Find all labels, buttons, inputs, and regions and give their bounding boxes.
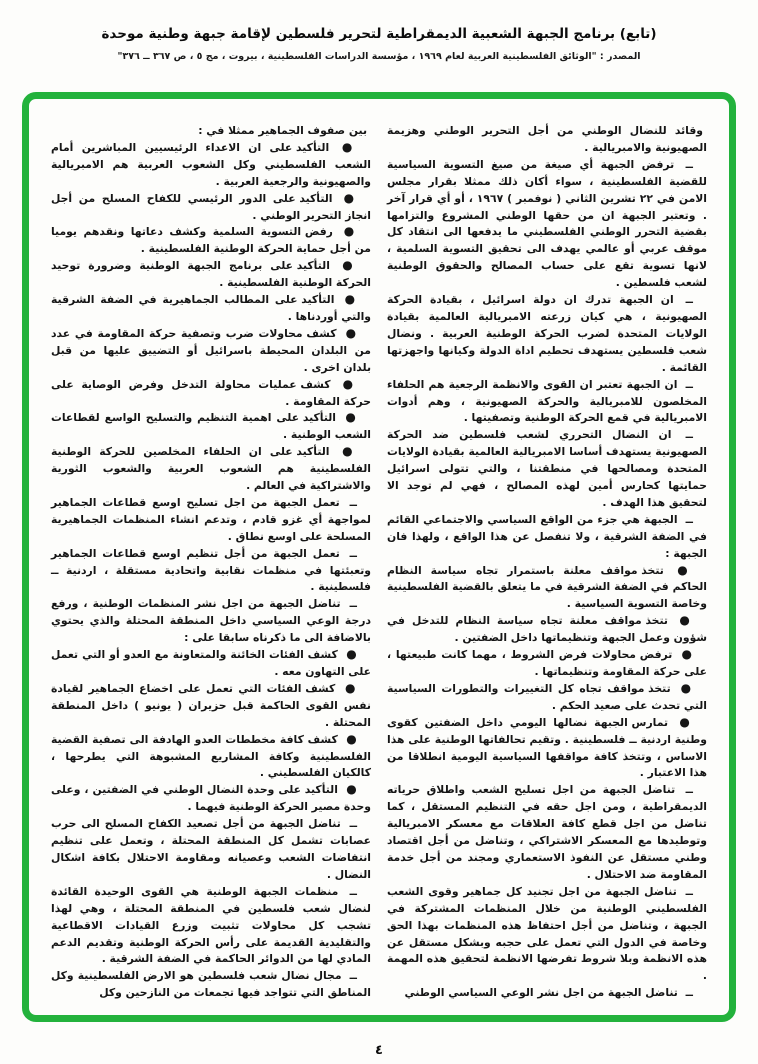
- paragraph-text: تعمل الجبهة من اجل تسليح اوسع قطاعات الجماهير لمواجهة أي غزو قادم ، وتدعم انشاء المنظمات الجماهيرية المسلحة على اوسع نطاق .: [51, 495, 371, 543]
- paragraph-text: تتخذ مواقف معلنة تجاه سياسة النظام للتدخل في شؤون وعمل الجبهة وتنظيماتها داخل الضفتين .: [387, 614, 707, 645]
- bullet-icon: ●: [336, 190, 357, 205]
- paragraph-text: التأكيد على ان الحلفاء المخلصين للحركة الوطنية الفلسطينية هم الشعوب العربية والشعوب الثورية والاشتراكية في العالم .: [51, 445, 371, 493]
- source-citation: المصدر : "الوثائق الفلسطينية العربية لعام ١٩٦٩ ، مؤسسة الدراسات الفلسطينية ، بيروت ، مج ٥ ، ص ٣٦٧ ــ ٣٧٦": [117, 51, 641, 62]
- bullet-icon: ●: [339, 680, 357, 695]
- paragraph-text: ان النضال التحرري لشعب فلسطين ضد الحركة الصهيونية يستهدف أساسا الامبريالية العالمية بقيادة الولايات المتحدة ومصالحها في منطقتنا ، والتي تتولى اسرائيل حمايتها كحارس أمين لهذه المصالح ، فهي لم توجد الا لتحقيق هذا الهدف .: [387, 428, 707, 509]
- paragraph-text: تتخذ مواقف تجاه كل التغييرات والتطورات السياسية التي تحدث على صعيد الحكم .: [387, 681, 707, 712]
- paragraph: [387, 123, 707, 157]
- paragraph: [51, 123, 371, 140]
- dash-icon: ــ: [343, 546, 358, 560]
- bullet-icon: ●: [333, 139, 357, 154]
- paragraph: [387, 715, 707, 783]
- paragraph-text: رفض التسوية السلمية وكشف دعاتها ونقدهم يوميا من أجل حماية الحركة الوطنية الفلسطينية .: [51, 225, 371, 256]
- paragraph-text: التأكيد على ان الاعداء الرئيسيين المباشرين أمام الشعب الفلسطيني وكل الشعوب العربية هم الامبريالية والصهيونية والرجعية العربية .: [51, 140, 371, 188]
- paragraph: [51, 782, 371, 816]
- page-number: ٤: [375, 1043, 383, 1058]
- paragraph: [387, 884, 707, 985]
- paragraph: [387, 427, 707, 512]
- paragraph-text: كشف محاولات ضرب وتصفية حركة المقاومة في عدد من البلدان المحيطة باسرائيل أو التضييق عليها من قبل بلدان اخرى .: [51, 326, 371, 374]
- paragraph: [387, 681, 707, 715]
- bullet-icon: ●: [341, 731, 357, 746]
- bullet-icon: ●: [339, 410, 357, 425]
- paragraph: [387, 157, 707, 292]
- dash-icon: ــ: [680, 884, 694, 898]
- paragraph-text: التأكيد على برنامج الجبهة الوطنية وضرورة توحيد الحركة الوطنية الفلسطينية .: [51, 259, 371, 290]
- paragraph-text: تتخذ مواقف معلنة باستمرار تجاه سياسة النظام الحاكم في الضفة الشرقية في ما يتعلق بالقضية الفلسطينية وخاصة التسوية السياسية .: [387, 563, 707, 611]
- bullet-icon: ●: [333, 444, 357, 459]
- paragraph-text: كشف الفئات الخائنة والمتعاونة مع العدو أو التي تعمل على التهاون معه .: [51, 648, 371, 678]
- paragraph-text: ترفض محاولات فرض الشروط ، مهما كانت طبيعتها ، على حركة المقاومة وتنظيماتها .: [387, 648, 707, 678]
- paragraph-text: التأكيد على المطالب الجماهيرية في الضفة الشرقية والتي أوردناها .: [51, 293, 371, 323]
- paragraph-text: تناضل الجبهة من اجل تسليح الشعب واطلاق حرياته الديمقراطية ، ومن اجل حقه في التنظيم المستقل ، كما تناضل من اجل قطع كافة العلاقات مع معسكر الامبريالية وتوطيدها مع المعسكر الاشتراكي ، وتناضل من أجل اقتصاد وطني مستقل عن النفوذ الاستعماري ومجند من أجل خدمة المقاومة ضد الاحتلال .: [387, 783, 707, 881]
- paragraph-text: تعمل الجبهة من أجل تنظيم اوسع قطاعات الجماهير وتعبئتها في منظمات نقابية واتحادية مستقلة ، اردنية ــ فلسطينية .: [51, 546, 371, 594]
- paragraph: [387, 563, 707, 614]
- paragraph-text: ان الجبهة تعتبر ان القوى والانظمة الرجعية هم الحلفاء المخلصون للامبريالية والحركة الصهيونية ، وهم أدوات الامبريالية في قمع الحركة الوطنية وتصفيتها .: [387, 377, 707, 425]
- bullet-icon: ●: [333, 258, 357, 273]
- paragraph: [387, 292, 707, 377]
- paragraph: [51, 546, 371, 597]
- dash-icon: ــ: [681, 512, 693, 526]
- paragraph: [51, 292, 371, 326]
- paragraph-text: الجبهة هي جزء من الواقع السياسي والاجتماعي القائم في الضفة الشرقية ، ولا تنفصل عن هذا الواقع ، ولهذا فان الجبهة :: [387, 512, 707, 560]
- dash-icon: ــ: [681, 377, 694, 391]
- paragraph: [51, 140, 371, 191]
- dash-icon: ــ: [675, 428, 694, 442]
- paragraph-text: كشف الفئات التي تعمل على اخضاع الجماهير لقيادة نفس القوى الحاكمة قبل حزيران ( يونيو ) داخل المنطقة المحتلة .: [51, 681, 371, 729]
- paragraph: [387, 377, 707, 428]
- paragraph-text: مجال نضال شعب فلسطين هو الارض الفلسطينية وكل المناطق التي تتواجد فيها تجمعات من النازحين وكل: [51, 969, 371, 1000]
- paragraph-text: ترفض الجبهة أي صيغة من صيغ التسوية السياسية للقضية الفلسطينية ، سواء أكان ذلك ممثلا بقرار مجلس الامن في ٢٢ تشرين الثاني ( نوفمبر ) ١٩٦٧ ، أو أي قرار آخر . وتعتبر الجبهة ان من حقها الوطني المشروع والتزامها بقضية التحرر الوطني الفلسطيني ما يدفعها الى انتقاد كل موقف عربي أو عالمي يهدف الى تحقيق التسوية السلمية ، لانها تسوية تقع على حساب المصالح والحقوق الوطنية لشعب فلسطين .: [387, 157, 707, 290]
- paragraph: [51, 444, 371, 495]
- paragraph: [51, 377, 371, 411]
- bullet-icon: ●: [340, 325, 357, 340]
- paragraph-text: التأكيد على اهمية التنظيم والتسليح الواسع لقطاعات الشعب الوطنية .: [51, 411, 371, 442]
- page-footer: [0, 1039, 758, 1058]
- paragraph-text: كشف كافة مخططات العدو الهادفة الى تصفية القضية الفلسطينية وكافة المشاريع المشبوهة التي يطرحها ، كالكيان الفلسطيني .: [51, 732, 371, 780]
- paragraph: [51, 224, 371, 258]
- dash-icon: ــ: [679, 783, 693, 797]
- paragraph: [51, 326, 371, 377]
- bullet-icon: ●: [671, 613, 693, 628]
- paragraph: [387, 512, 707, 563]
- paragraph: [387, 647, 707, 681]
- bullet-icon: ●: [674, 680, 693, 695]
- green-border-frame: [22, 92, 736, 1022]
- bullet-icon: ●: [676, 647, 693, 662]
- paragraph-text: بين صفوف الجماهير ممثلا في :: [198, 124, 367, 137]
- dash-icon: ــ: [678, 157, 693, 171]
- column-right: [387, 123, 707, 1005]
- dash-icon: ــ: [344, 597, 357, 611]
- paragraph: [51, 884, 371, 969]
- paragraph-text: تناضل الجبهة من اجل نشر الوعي السياسي الوطني: [404, 986, 678, 1000]
- dash-icon: ــ: [344, 817, 358, 831]
- dash-icon: ــ: [677, 293, 694, 307]
- paragraph: [387, 782, 707, 883]
- text-columns: [51, 123, 707, 1005]
- dash-icon: ــ: [343, 495, 357, 509]
- paragraph: [51, 410, 371, 444]
- page-title: (تابع) برنامج الجبهة الشعبية الديمقراطية لتحرير فلسطين لإقامة جبهة وطنية موحدة: [101, 26, 657, 42]
- column-left: [51, 123, 371, 1005]
- paragraph: [51, 596, 371, 647]
- bullet-icon: ●: [672, 714, 693, 729]
- paragraph: [51, 732, 371, 783]
- paragraph-text: التأكيد على وحدة النضال الوطني في الضفتين ، وعلى وحدة مصير الحركة الوطنية فيهما .: [51, 783, 371, 814]
- bullet-icon: ●: [667, 562, 693, 577]
- dash-icon: ــ: [681, 986, 693, 1000]
- bullet-icon: ●: [341, 782, 357, 797]
- paragraph: [51, 258, 371, 292]
- paragraph: [51, 495, 371, 546]
- page-header: [0, 0, 758, 62]
- paragraph: [387, 985, 707, 1002]
- paragraph: [51, 968, 371, 1002]
- paragraph: [51, 191, 371, 225]
- bullet-icon: ●: [334, 376, 357, 391]
- bullet-icon: ●: [341, 647, 357, 662]
- dash-icon: ــ: [342, 884, 357, 898]
- dash-icon: ــ: [345, 969, 357, 983]
- paragraph: [51, 681, 371, 732]
- paragraph-text: تناضل الجبهة من اجل نشر المنظمات الوطنية ، ورفع درجة الوعي السياسي داخل المنطقة المحتلة والذي يحتوي بالاضافة الى ما ذكرناه سابقا على :: [51, 597, 371, 645]
- paragraph-text: كشف عمليات محاولة التدخل وفرض الوصاية على حركة المقاومة .: [51, 377, 371, 408]
- paragraph: [51, 816, 371, 884]
- paragraph-text: وقائد للنضال الوطني من أجل التحرير الوطني وهزيمة الصهيونية والامبريالية .: [387, 124, 707, 154]
- paragraph-text: منظمات الجبهة الوطنية هي القوى الوحيدة القائدة لنضال شعب فلسطين في المنطقة المحتلة ، وهي لهذا تشجب كل محاولات تثبيت وزرع القيادات الاقطاعية والتقليدية القديمة على رأس الحركة الوطنية وتقديم الدعم المادي لها من الدوائر الحاكمة في الضفة الشرقية .: [51, 884, 371, 966]
- bullet-icon: ●: [336, 224, 358, 239]
- bullet-icon: ●: [338, 292, 357, 307]
- paragraph: [51, 647, 371, 681]
- paragraph-text: ان الجبهة تدرك ان دولة اسرائيل ، بقيادة الحركة الصهيونية ، هي كيان زرعته الامبريالية العالمية بقيادة الولايات المتحدة لضرب الحركة الوطنية العربية . ونضال شعب فلسطين يستهدف تحطيم اداة الدولة وكيانها واجهزتها القائمة .: [387, 293, 707, 374]
- paragraph-text: تناضل الجبهة من اجل تجنيد كل جماهير وقوى الشعب الفلسطيني الوطنية من خلال المنظمات المشتركة في الجبهة ، وتناضل من أجل احتفاظ هذه المنظمات بهذا الحق وخاصة في الدول التي تعمل على حجبه وبشكل مستقل عن هذه الانظمة وبلا شروط تفرضها الانظمة لتحقيق هذه المهمة .: [387, 884, 707, 983]
- paragraph-text: تناضل الجبهة من أجل تصعيد الكفاح المسلح الى حرب عصابات تشمل كل المنطقة المحتلة ، وتعمل على تنظيم انتفاضات الشعب وعصيانه ومقاومة الاحتلال بكافة اشكال النضال .: [51, 817, 371, 881]
- paragraph-text: تمارس الجبهة نضالها اليومي داخل الضفتين كقوى وطنية اردنية ــ فلسطينية . وتقيم تحالفاتها الوطنية على هذا الاساس ، وتتخذ كافة مواقفها السياسية اليومية انطلاقا من هذا الاعتبار .: [387, 715, 707, 780]
- paragraph-text: التأكيد على الدور الرئيسي للكفاح المسلح من أجل انجاز التحرير الوطني .: [51, 191, 371, 222]
- paragraph: [387, 613, 707, 647]
